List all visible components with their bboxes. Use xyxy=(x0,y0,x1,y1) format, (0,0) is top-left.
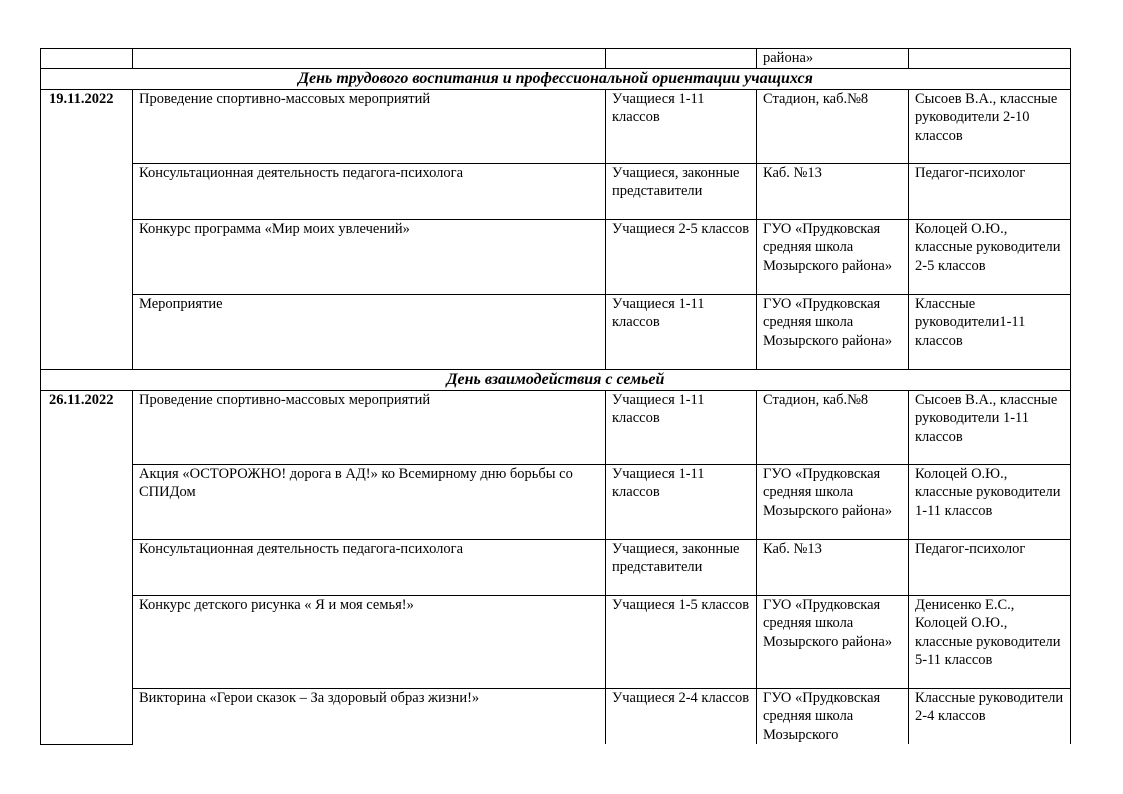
event-cell: Проведение спортивно-массовых мероприятий xyxy=(133,89,606,163)
responsible-cell: Классные руководители1-11 классов xyxy=(909,294,1071,369)
table-row xyxy=(41,539,1071,595)
responsible-cell: Сысоев В.А., классные руководители 1-11 классов xyxy=(909,390,1071,464)
participants-cell: Учащиеся 2-5 классов xyxy=(606,219,757,294)
event-cell xyxy=(133,49,606,69)
table-row xyxy=(41,89,1071,163)
place-cell: Стадион, каб.№8 xyxy=(757,390,909,464)
table-row xyxy=(41,219,1071,294)
place-cell: ГУО «Прудковская средняя школа Мозырского района» xyxy=(757,219,909,294)
event-cell: Конкурс программа «Мир моих увлечений» xyxy=(133,219,606,294)
date-cell: 19.11.2022 xyxy=(41,89,133,369)
participants-cell: Учащиеся 1-11 классов xyxy=(606,390,757,464)
responsible-cell: Денисенко Е.С., Колоцей О.Ю., классные руководители 5-11 классов xyxy=(909,595,1071,688)
responsible-cell: Колоцей О.Ю., классные руководители 2-5 классов xyxy=(909,219,1071,294)
section-title: День трудового воспитания и профессиональной ориентации учащихся xyxy=(41,68,1071,89)
place-cell: Каб. №13 xyxy=(757,539,909,595)
event-cell: Консультационная деятельность педагога-психолога xyxy=(133,163,606,219)
table-row xyxy=(41,390,1071,464)
event-cell: Мероприятие xyxy=(133,294,606,369)
participants-cell: Учащиеся 1-11 классов xyxy=(606,89,757,163)
responsible-cell: Классные руководители 2-4 классов xyxy=(909,688,1071,744)
place-cell: Стадион, каб.№8 xyxy=(757,89,909,163)
participants-cell: Учащиеся 1-5 классов xyxy=(606,595,757,688)
event-cell: Акция «ОСТОРОЖНО! дорога в АД!» ко Всемирному дню борьбы со СПИДом xyxy=(133,464,606,539)
place-cell: ГУО «Прудковская средняя школа Мозырского района» xyxy=(757,294,909,369)
document-page xyxy=(40,48,1070,745)
event-cell: Викторина «Герои сказок – За здоровый образ жизни!» xyxy=(133,688,606,744)
responsible-cell: Педагог-психолог xyxy=(909,539,1071,595)
section-header-row xyxy=(41,68,1071,89)
participants-cell: Учащиеся 2-4 классов xyxy=(606,688,757,744)
event-cell: Консультационная деятельность педагога-психолога xyxy=(133,539,606,595)
place-cell: района» xyxy=(757,49,909,69)
place-cell: ГУО «Прудковская средняя школа Мозырского района» xyxy=(757,464,909,539)
participants-cell: Учащиеся, законные представители xyxy=(606,539,757,595)
participants-cell: Учащиеся, законные представители xyxy=(606,163,757,219)
responsible-cell: Сысоев В.А., классные руководители 2-10 классов xyxy=(909,89,1071,163)
table-row xyxy=(41,688,1071,744)
place-cell: ГУО «Прудковская средняя школа Мозырского района» xyxy=(757,595,909,688)
table-row xyxy=(41,294,1071,369)
responsible-cell: Педагог-психолог xyxy=(909,163,1071,219)
participants-cell: Учащиеся 1-11 классов xyxy=(606,464,757,539)
place-cell: Каб. №13 xyxy=(757,163,909,219)
event-cell: Проведение спортивно-массовых мероприятий xyxy=(133,390,606,464)
events-table xyxy=(40,48,1071,745)
table-row xyxy=(41,464,1071,539)
section-title: День взаимодействия с семьей xyxy=(41,369,1071,390)
date-cell xyxy=(41,49,133,69)
table-row xyxy=(41,163,1071,219)
table-row xyxy=(41,49,1071,69)
event-cell: Конкурс детского рисунка « Я и моя семья!» xyxy=(133,595,606,688)
responsible-cell xyxy=(909,49,1071,69)
date-cell: 26.11.2022 xyxy=(41,390,133,744)
responsible-cell: Колоцей О.Ю., классные руководители 1-11 классов xyxy=(909,464,1071,539)
participants-cell: Учащиеся 1-11 классов xyxy=(606,294,757,369)
place-cell: ГУО «Прудковская средняя школа Мозырского xyxy=(757,688,909,744)
table-row xyxy=(41,595,1071,688)
participants-cell xyxy=(606,49,757,69)
section-header-row xyxy=(41,369,1071,390)
